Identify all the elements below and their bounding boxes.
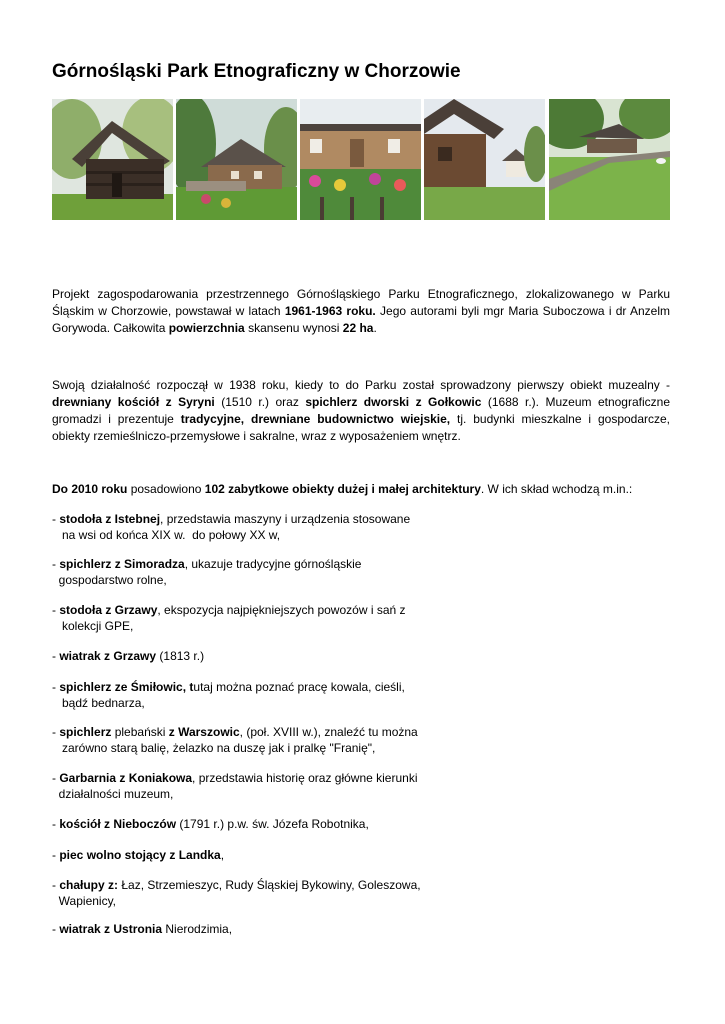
photo-wooden-cottage-2 — [176, 99, 297, 220]
list-item: - spichlerz z Simoradza, ukazuje tradycyjne górnośląskie gospodarstwo rolne, — [52, 557, 362, 587]
photo-strip — [52, 99, 670, 220]
list-item: - stodoła z Istebnej, przedstawia maszyny i urządzenia stosowane na wsi od końca XIX w. do połowy XX w, — [52, 512, 411, 542]
page-title: Górnośląski Park Etnograficzny w Chorzowie — [52, 61, 461, 82]
list-item: - kościół z Nieboczów (1791 r.) p.w. św. Józefa Robotnika, — [52, 817, 369, 831]
paragraph-history: Swoją działalność rozpoczął w 1938 roku, kiedy to do Parku został sprowadzony pierwszy obiekt muzealny - drewniany kościół z Syryni (1510 r.) oraz spichlerz dworski z Gołkowic (1688 r.). Muzeum etnograficzne gromadzi i prezentuje tradycyjne, drewniane budownictwo wiejskie, tj. budynki mieszkalne i gospodarcze, obiekty rzemieślniczo-przemysłowe i sakralne, wraz z wyposażeniem wnętrz. — [52, 378, 671, 443]
photo-wooden-cottage-1 — [52, 99, 173, 220]
list-item: - spichlerz plebański z Warszowic, (poł. XVIII w.), znaleźć tu można zarówno starą balię, żelazko na duszę jak i pralkę "Franię", — [52, 725, 418, 755]
photo-cottage-flowers — [300, 99, 421, 220]
list-item: - Garbarnia z Koniakowa, przedstawia historię oraz główne kierunki działalności muzeum, — [52, 771, 418, 801]
list-item: - wiatrak z Grzawy (1813 r.) — [52, 649, 205, 663]
photo-cottage-fence — [549, 99, 670, 220]
paragraph-objects: Do 2010 roku posadowiono 102 zabytkowe obiekty dużej i małej architektury. W ich skład wchodzą m.in.: — [52, 482, 633, 496]
list-item: - spichlerz ze Śmiłowic, tutaj można poznać pracę kowala, cieśli, bądź bednarza, — [52, 680, 405, 710]
paragraph-intro: Projekt zagospodarowania przestrzennego Górnośląskiego Parku Etnograficznego, zlokalizowanego w Parku Śląskim w Chorzowie, powstawał w latach 1961-1963 roku. Jego autorami byli mgr Maria Suboczowa i dr Anzelm Gorywoda. Całkowita powierzchnia skansenu wynosi 22 ha. — [52, 287, 670, 335]
photo-cottage-closeup — [424, 99, 545, 220]
list-item: - wiatrak z Ustronia Nierodzimia, — [52, 922, 233, 936]
list-item: - piec wolno stojący z Landka, — [52, 848, 225, 862]
list-item: - stodoła z Grzawy, ekspozycja najpiękniejszych powozów i sań z kolekcji GPE, — [52, 603, 406, 633]
list-item: - chałupy z: Łaz, Strzemieszyc, Rudy Śląskiej Bykowiny, Goleszowa, Wapienicy, — [52, 878, 421, 908]
